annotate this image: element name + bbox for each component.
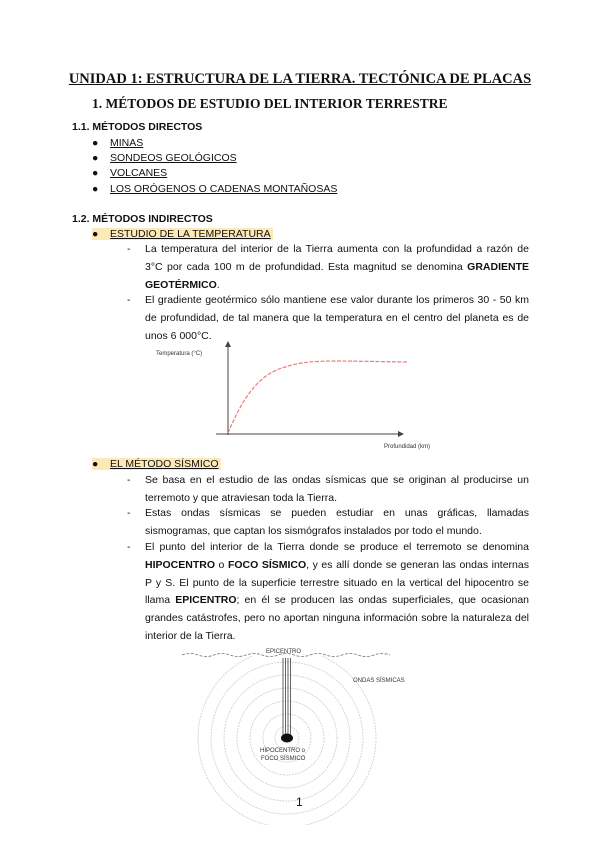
temperature-depth-graph: [140, 335, 460, 450]
fault-lines: [283, 658, 291, 737]
list-item: ● SONDEOS GEOLÓGICOS: [92, 152, 237, 164]
hypocenter-label-2: FOCO SÍSMICO: [261, 756, 306, 762]
y-axis-label: Temperatura (°C): [156, 351, 203, 357]
hypocenter-label: HIPOCENTRO o: [260, 748, 306, 754]
seismic-waves-label: ONDAS SÍSMICAS: [353, 678, 405, 684]
section-heading: 1. MÉTODOS DE ESTUDIO DEL INTERIOR TERRESTRE: [92, 96, 448, 111]
list-item: ● MINAS: [92, 137, 144, 149]
paragraph: - El gradiente geotérmico sólo mantiene ese valor durante los primeros 30 - 50 km de profundidad, de tal manera que la temperatura en el centro del planeta es de unos 6 000°C.: [127, 294, 529, 342]
seismic-diagram: [170, 640, 450, 825]
page-number: 1: [296, 795, 303, 809]
subsection-heading-indirect: 1.2. MÉTODOS INDIRECTOS: [72, 213, 213, 225]
list-item-temperature: ● ESTUDIO DE LA TEMPERATURA: [92, 228, 271, 240]
subsection-heading-direct: 1.1. MÉTODOS DIRECTOS: [72, 121, 203, 133]
paragraph: - La temperatura del interior de la Tierra aumenta con la profundidad a razón de 3°C por cada 100 m de profundidad. Esta magnitud se denomina GRADIENTE GEOTÉRMICO.: [127, 243, 529, 291]
list-item-seismic: ● EL MÉTODO SÍSMICO: [92, 458, 219, 470]
paragraph: - Estas ondas sísmicas se pueden estudiar en unas gráficas, llamadas sismogramas, que captan los sismógrafos instalados por todo el mundo.: [127, 507, 529, 537]
temperature-curve: [228, 361, 408, 433]
list-item: ● VOLCANES: [92, 167, 168, 179]
hypocenter-dot: [281, 734, 293, 743]
list-item: ● LOS ORÓGENOS O CADENAS MONTAÑOSAS: [92, 183, 338, 195]
paragraph: - Se basa en el estudio de las ondas sísmicas que se originan al producirse un terremoto y que atraviesan toda la Tierra.: [127, 474, 529, 504]
paragraph: - El punto del interior de la Tierra donde se produce el terremoto se denomina HIPOCENTRO o FOCO SÍSMICO, y es allí donde se generan las ondas internas P y S. El punto de la superficie terrestre situado en la vertical del hipocentro se llama EPICENTRO; en él se producen las ondas superficiales, que ocasionan grandes catástrofes, pero no aportan ninguna información sobre la naturaleza del interior de la Tierra.: [127, 541, 529, 642]
epicenter-label: EPICENTRO: [266, 649, 302, 655]
x-axis-label: Profundidad (km): [384, 444, 431, 450]
unit-title: UNIDAD 1: ESTRUCTURA DE LA TIERRA. TECTÓNICA DE PLACAS: [68, 71, 532, 87]
